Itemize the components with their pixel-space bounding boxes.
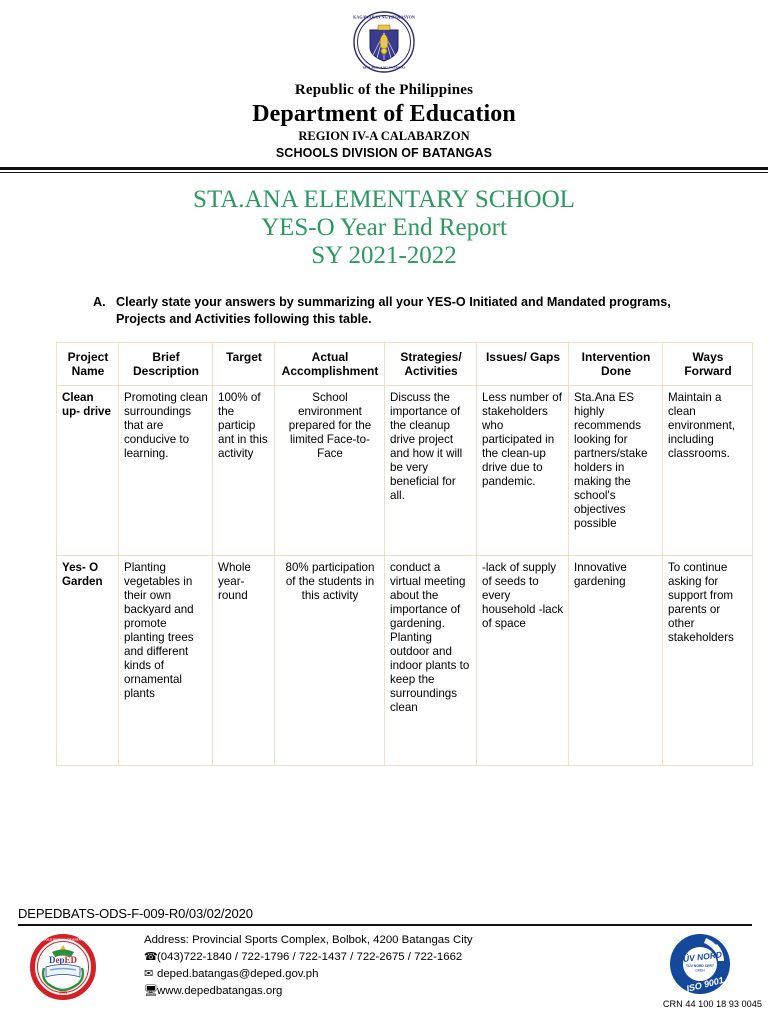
cell-strategies-activities: Discuss the importance of the cleanup drive project and how it will be very beneficial for all. — [385, 386, 477, 556]
svg-text:1905: 1905 — [59, 990, 67, 995]
cell-ways-forward: Maintain a clean environment, including classrooms. — [663, 386, 753, 556]
envelope-icon: ✉ — [144, 968, 154, 980]
instruction-letter: A. — [93, 295, 106, 309]
document-code: DEPEDBATS-ODS-F-009-R0/03/02/2020 — [18, 906, 253, 921]
cell-ways-forward: To continue asking for support from parents or other stakeholders — [663, 556, 753, 766]
contact-phone-line — [144, 949, 473, 966]
deped-seal-icon — [353, 11, 415, 73]
page-title — [0, 186, 768, 270]
division-line: SCHOOLS DIVISION OF BATANGAS — [275, 146, 493, 160]
cell-project-name: Clean up- drive — [57, 386, 119, 556]
cell-brief-description: Planting vegetables in their own backyard and promote planting trees and different kinds of ornamental plants — [119, 556, 213, 766]
cell-target: 100% of the particip ant in this activity — [213, 386, 275, 556]
svg-text:TÜV NORD: TÜV NORD — [677, 949, 723, 965]
column-header-project-name: Project Name — [57, 343, 119, 386]
cell-intervention-done: Innovative gardening — [569, 556, 663, 766]
contact-email[interactable]: deped.batangas@deped.gov.ph — [157, 968, 319, 980]
instruction-paragraph — [0, 294, 768, 328]
cell-intervention-done: Sta.Ana ES highly recommends looking for partners/stake holders in making the school's objectives possible — [569, 386, 663, 556]
report-table-container — [0, 342, 768, 766]
cell-brief-description: Promoting clean surroundings that are conducive to learning. — [119, 386, 213, 556]
contact-website[interactable]: www.depedbatangas.org — [157, 985, 283, 997]
cell-target: Whole year-round — [213, 556, 275, 766]
header-divider — [0, 167, 768, 173]
instruction-text: Clearly state your answers by summarizing all your YES-O Initiated and Mandated programs, Projects and Activities following this table. — [116, 295, 671, 326]
cell-strategies-activities: conduct a virtual meeting about the importance of gardening. Planting outdoor and indoor plants to keep the surroundings clean — [385, 556, 477, 766]
column-header-issues-gaps: Issues/ Gaps — [477, 343, 569, 386]
cell-project-name: Yes- O Garden — [57, 556, 119, 766]
region-line: REGION IV-A CALABARZON — [298, 129, 470, 143]
republic-line: Republic of the Philippines — [294, 82, 474, 98]
contact-website-line — [144, 983, 473, 1000]
page-footer — [0, 906, 768, 1024]
column-header-target: Target — [213, 343, 275, 386]
column-header-brief-description: Brief Description — [119, 343, 213, 386]
contact-phone: (043)722-1840 / 722-1796 / 722-1437 / 722-2675 / 722-1662 — [157, 951, 463, 963]
cell-actual-accomplishment: 80% participation of the students in this activity — [275, 556, 385, 766]
column-header-actual-accomplishment: Actual Accomplishment — [275, 343, 385, 386]
certificate-number: CRN 44 100 18 93 0045 — [662, 999, 762, 1009]
svg-text:GMBH: GMBH — [695, 968, 705, 973]
deped-batangas-logo-icon — [30, 934, 96, 1000]
page-title-school: STA.ANA ELEMENTARY SCHOOL — [193, 186, 575, 213]
letterhead — [0, 0, 768, 160]
cell-actual-accomplishment: School environment prepared for the limited Face-to-Face — [275, 386, 385, 556]
contact-email-line — [144, 966, 473, 983]
page-title-schoolyear: SY 2021-2022 — [311, 242, 457, 269]
table-row — [57, 386, 753, 556]
svg-text:REPUBLIKA NG PILIPINAS: REPUBLIKA NG PILIPINAS — [362, 65, 406, 70]
page-title-report: YES-O Year End Report — [261, 214, 507, 241]
svg-text:DepED: DepED — [48, 955, 78, 965]
contact-info — [144, 932, 473, 1000]
svg-text:SCHOOLS DIVISION OF BATANGAS: SCHOOLS DIVISION OF BATANGAS — [36, 937, 90, 942]
table-row — [57, 556, 753, 766]
monitor-icon: 🖥 — [144, 985, 158, 997]
column-header-ways-forward: Ways Forward — [663, 343, 753, 386]
cell-issues-gaps: -lack of supply of seeds to every household -lack of space — [477, 556, 569, 766]
column-header-strategies-activities: Strategies/ Activities — [385, 343, 477, 386]
table-header-row — [57, 343, 753, 386]
svg-text:· KAGAWARAN NG EDUKASYON ·: · KAGAWARAN NG EDUKASYON · — [353, 14, 415, 20]
svg-text:ISO 9001: ISO 9001 — [685, 974, 725, 994]
column-header-intervention-done: Intervention Done — [569, 343, 663, 386]
report-table — [56, 342, 753, 766]
cell-issues-gaps: Less number of stakeholders who participated in the clean-up drive due to pandemic. — [477, 386, 569, 556]
svg-text:TÜV NORD CERT: TÜV NORD CERT — [686, 964, 714, 968]
tuv-nord-iso-9001-icon — [662, 930, 738, 998]
contact-address: Address: Provincial Sports Complex, Bolbok, 4200 Batangas City — [144, 934, 473, 946]
department-line: Department of Education — [252, 101, 516, 127]
seal-container — [0, 10, 768, 74]
footer-body — [0, 926, 768, 1024]
telephone-icon: ☎ — [144, 951, 158, 963]
